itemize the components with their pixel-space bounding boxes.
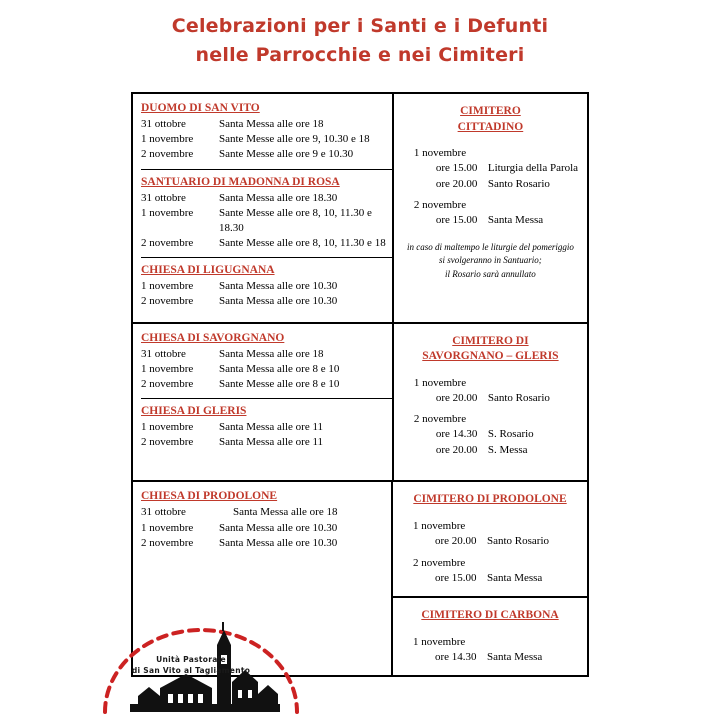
schedule-text: Sante Messe alle ore 9 e 10.30 bbox=[219, 148, 354, 161]
church-block bbox=[141, 398, 392, 454]
parish-cell bbox=[133, 324, 394, 481]
cemetery-item bbox=[400, 391, 581, 407]
cemetery-stack bbox=[393, 482, 587, 675]
cemetery-text: Liturgia della Parola bbox=[487, 162, 579, 175]
cemetery-item bbox=[399, 571, 581, 587]
schedule-line bbox=[141, 536, 391, 551]
schedule-line bbox=[141, 435, 392, 450]
schedule-table bbox=[131, 92, 589, 677]
schedule-text: Santa Messa alle ore 11 bbox=[219, 436, 324, 449]
schedule-date: 1 novembre bbox=[141, 362, 194, 375]
table-row bbox=[133, 324, 587, 483]
schedule-line bbox=[141, 117, 392, 132]
cemetery-time: ore 20.00 bbox=[435, 443, 478, 456]
cemetery-item bbox=[399, 650, 581, 666]
logo-text-line1: Unità Pastorale bbox=[156, 655, 226, 664]
schedule-line bbox=[141, 377, 392, 392]
church-name: SANTUARIO DI MADONNA DI ROSA bbox=[141, 175, 340, 188]
schedule-date: 31 ottobre bbox=[141, 118, 186, 130]
cemetery-item bbox=[400, 443, 581, 459]
cemetery-cell bbox=[394, 94, 587, 322]
cemetery-note bbox=[400, 241, 581, 282]
logo-text-line2: di San Vito al Tagliamento bbox=[131, 665, 251, 675]
parish-cell bbox=[133, 94, 394, 322]
cemetery-day-label: 1 novembre bbox=[413, 147, 467, 160]
schedule-text: Sante Messe alle ore 8 e 10 bbox=[219, 377, 340, 390]
cemetery-item bbox=[400, 177, 581, 193]
cemetery-title-line1: CIMITERO bbox=[460, 105, 521, 117]
cemetery-time: ore 14.30 bbox=[435, 428, 478, 441]
schedule-date: 1 novembre bbox=[141, 133, 194, 146]
schedule-line bbox=[141, 236, 392, 251]
church-name: CHIESA DI PRODOLONE bbox=[141, 490, 278, 503]
schedule-line bbox=[141, 347, 392, 362]
cemetery-title-line1: CIMITERO DI PRODOLONE bbox=[413, 493, 567, 506]
page-title-line1: Celebrazioni per i Santi e i Defunti bbox=[171, 15, 549, 37]
schedule-date: 31 ottobre bbox=[141, 347, 186, 360]
church-block bbox=[141, 332, 392, 397]
schedule-text: Santa Messa alle ore 10.30 bbox=[219, 295, 338, 308]
church-name: DUOMO DI SAN VITO bbox=[141, 102, 260, 114]
schedule-date: 2 novembre bbox=[141, 536, 194, 549]
cemetery-text: Santo Rosario bbox=[487, 534, 550, 547]
cemetery-title-line2: CITTADINO bbox=[457, 120, 524, 133]
cemetery-note-line2: si svolgeranno in Santuario; bbox=[439, 255, 542, 266]
cemetery-title bbox=[399, 492, 581, 508]
cemetery-text: S. Rosario bbox=[487, 428, 534, 441]
cemetery-item bbox=[400, 213, 581, 229]
cemetery-time: ore 20.00 bbox=[435, 391, 478, 404]
cemetery-schedule bbox=[399, 520, 581, 586]
cemetery-text: Santa Messa bbox=[487, 214, 544, 227]
cemetery-day-label: 1 novembre bbox=[413, 376, 467, 389]
cemetery-title-line1: CIMITERO DI bbox=[452, 334, 529, 347]
schedule-text: Santa Messa alle ore 11 bbox=[219, 421, 324, 434]
cemetery-schedule bbox=[400, 147, 581, 229]
church-name: CHIESA DI LIGUGNANA bbox=[141, 264, 275, 277]
schedule-date: 31 ottobre bbox=[141, 506, 186, 519]
schedule-text: Sante Messe alle ore 8, 10, 11.30 e 18.30 bbox=[219, 206, 372, 234]
church-block bbox=[141, 257, 392, 313]
logo bbox=[100, 600, 305, 715]
cemetery-time: ore 15.00 bbox=[435, 162, 478, 175]
schedule-line bbox=[141, 132, 392, 147]
page-title-line2: nelle Parrocchie e nei Cimiteri bbox=[195, 44, 525, 67]
church-block bbox=[141, 169, 392, 256]
schedule-line bbox=[141, 279, 392, 294]
cemetery-day-label: 2 novembre bbox=[413, 199, 467, 212]
logo-text bbox=[116, 655, 266, 677]
schedule-date: 31 ottobre bbox=[141, 191, 186, 204]
cemetery-cell bbox=[393, 598, 587, 675]
schedule-text: Santa Messa alle ore 18 bbox=[233, 506, 338, 519]
page-title bbox=[0, 0, 720, 71]
cemetery-title bbox=[399, 608, 581, 624]
church-name: CHIESA DI SAVORGNANO bbox=[141, 331, 285, 344]
table-row bbox=[133, 94, 587, 324]
schedule-text: Santa Messa alle ore 10.30 bbox=[219, 280, 338, 293]
cemetery-item bbox=[400, 161, 581, 177]
cemetery-title bbox=[400, 104, 581, 135]
schedule-date: 2 novembre bbox=[141, 148, 194, 161]
cemetery-time: ore 20.00 bbox=[435, 177, 478, 190]
cemetery-note-line1: in caso di maltempo le liturgie del pomeriggio bbox=[406, 241, 574, 252]
schedule-line bbox=[141, 147, 392, 162]
cemetery-cell bbox=[394, 324, 587, 481]
schedule-date: 2 novembre bbox=[141, 377, 194, 390]
cemetery-schedule bbox=[400, 377, 581, 459]
church-block bbox=[141, 102, 392, 167]
church-block bbox=[141, 490, 391, 555]
cemetery-note-line3: il Rosario sarà annullato bbox=[445, 268, 536, 279]
cemetery-text: S. Messa bbox=[487, 443, 528, 456]
schedule-date: 2 novembre bbox=[141, 436, 194, 449]
cemetery-item bbox=[399, 534, 581, 550]
schedule-text: Santa Messa alle ore 18.30 bbox=[219, 191, 338, 204]
schedule-line bbox=[141, 362, 392, 377]
schedule-line bbox=[141, 420, 392, 435]
schedule-text: Sante Messe alle ore 8, 10, 11.30 e 18 bbox=[219, 237, 386, 250]
schedule-date: 2 novembre bbox=[141, 237, 194, 250]
schedule-line bbox=[141, 505, 391, 520]
schedule-date: 1 novembre bbox=[141, 521, 194, 534]
schedule-text: Sante Messe alle ore 9, 10.30 e 18 bbox=[219, 133, 370, 146]
cemetery-text: Santa Messa bbox=[487, 571, 543, 584]
cemetery-item bbox=[400, 427, 581, 443]
schedule-text: Santa Messa alle ore 18 bbox=[219, 347, 324, 360]
schedule-line bbox=[141, 191, 392, 206]
schedule-date: 1 novembre bbox=[141, 421, 194, 434]
cemetery-title bbox=[400, 334, 581, 365]
schedule-date: 1 novembre bbox=[141, 206, 194, 219]
cemetery-day-label: 2 novembre bbox=[413, 413, 467, 426]
schedule-line bbox=[141, 206, 392, 236]
cemetery-time: ore 15.00 bbox=[435, 214, 478, 227]
cemetery-time: ore 20.00 bbox=[435, 534, 477, 547]
cemetery-time: ore 14.30 bbox=[435, 650, 477, 663]
church-name: CHIESA DI GLERIS bbox=[141, 405, 247, 418]
schedule-line bbox=[141, 294, 392, 309]
spacer bbox=[141, 454, 392, 472]
schedule-text: Santa Messa alle ore 10.30 bbox=[219, 521, 338, 534]
cemetery-day-label: 1 novembre bbox=[413, 519, 466, 532]
cemetery-text: Santo Rosario bbox=[487, 391, 550, 404]
cemetery-text: Santo Rosario bbox=[487, 177, 550, 190]
cemetery-time: ore 15.00 bbox=[435, 571, 477, 584]
cemetery-title-line1: CIMITERO DI CARBONA bbox=[421, 609, 559, 622]
cemetery-text: Santa Messa bbox=[487, 650, 543, 663]
schedule-text: Santa Messa alle ore 10.30 bbox=[219, 536, 338, 549]
cemetery-day-label: 2 novembre bbox=[413, 556, 466, 569]
cemetery-cell bbox=[393, 482, 587, 598]
schedule-text: Santa Messa alle ore 18 bbox=[219, 118, 324, 130]
cemetery-title-line2: SAVORGNANO – GLERIS bbox=[422, 350, 559, 363]
schedule-text: Santa Messa alle ore 8 e 10 bbox=[219, 362, 340, 375]
schedule-line bbox=[141, 521, 391, 536]
schedule-date: 2 novembre bbox=[141, 295, 194, 308]
cemetery-schedule bbox=[399, 636, 581, 666]
schedule-date: 1 novembre bbox=[141, 280, 194, 293]
cemetery-day-label: 1 novembre bbox=[413, 635, 466, 648]
